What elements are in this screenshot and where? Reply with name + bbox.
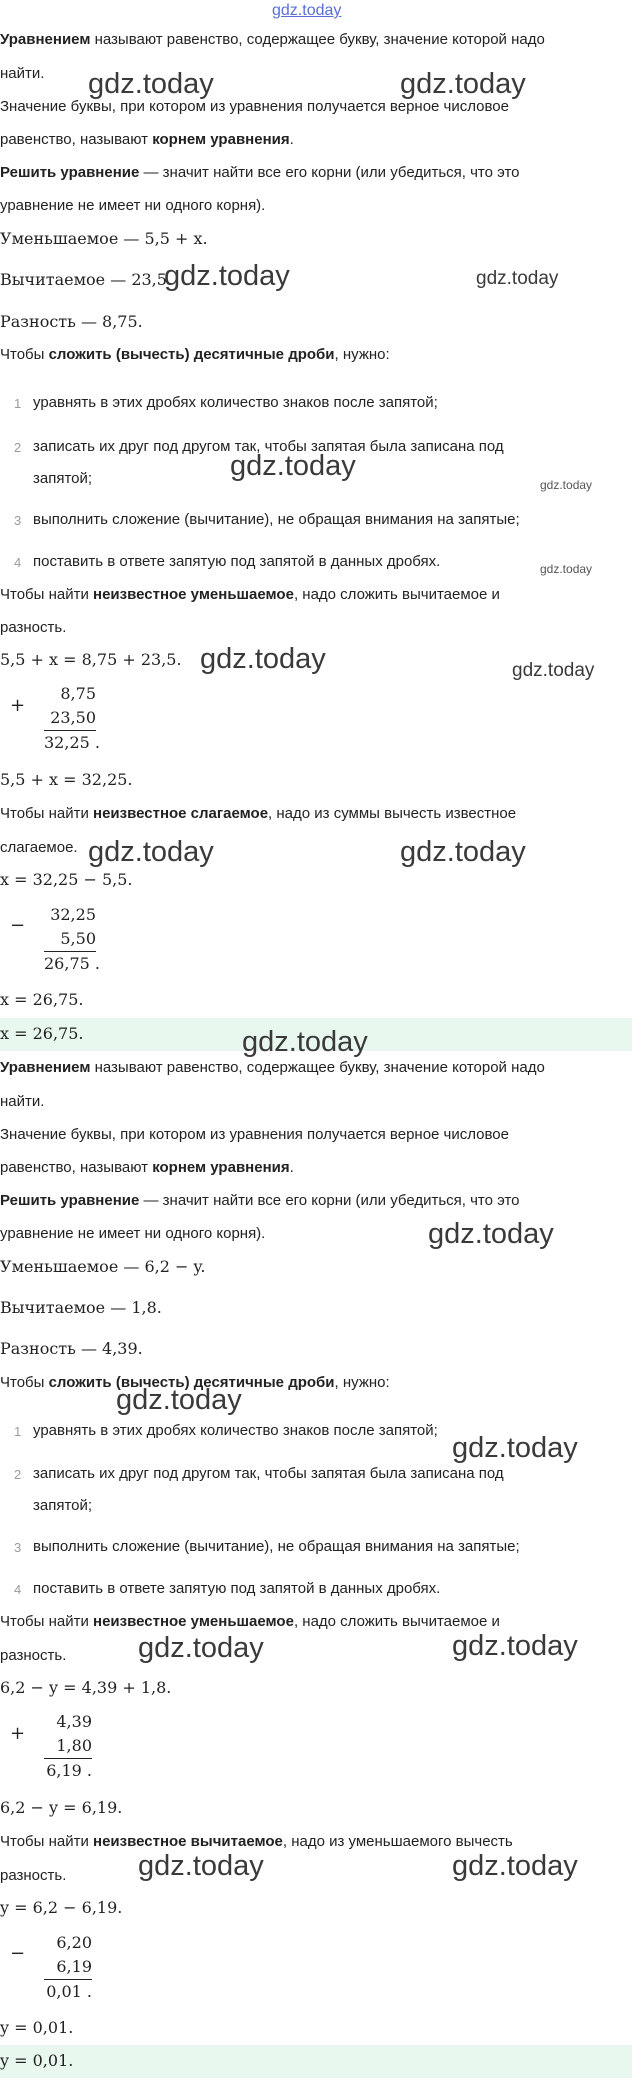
step-text: выполнить сложение (вычитание), не обращая внимания на запятые;	[33, 511, 520, 528]
definition-solve-cont: уравнение не имеет ни одного корня).	[0, 197, 266, 214]
watermark: gdz.today	[200, 643, 326, 675]
equation-step: 5,5 + x = 32,25.	[0, 770, 133, 789]
step-text-cont: запятой;	[33, 470, 93, 487]
column-calculation: 32,25 5,50 26,75 .	[44, 905, 100, 973]
watermark: gdz.today	[88, 68, 214, 100]
definition-equation-cont: найти.	[0, 65, 45, 82]
step-text: записать их друг под другом так, чтобы запятая была записана под	[33, 438, 504, 455]
step-number: 2	[14, 440, 22, 455]
answer-band	[0, 2045, 632, 2078]
definition-root: Значение буквы, при котором из уравнения получается верное числовое	[0, 1126, 509, 1143]
watermark: gdz.today	[138, 1850, 264, 1882]
watermark: gdz.today	[428, 1218, 554, 1250]
step-text: уравнять в этих дробях количество знаков после запятой;	[33, 394, 438, 411]
definition-root: Значение буквы, при котором из уравнения получается верное числовое	[0, 98, 509, 115]
rule-addend-cont: слагаемое.	[0, 839, 78, 856]
step-text: уравнять в этих дробях количество знаков после запятой;	[33, 1422, 438, 1439]
step-number: 4	[14, 1582, 22, 1597]
watermark: gdz.today	[452, 1850, 578, 1882]
column-calculation: 4,39 1,80 6,19 .	[44, 1710, 92, 1783]
subtrahend-line: Вычитаемое — 1,8.	[0, 1298, 162, 1317]
rule-intro: Чтобы сложить (вычесть) десятичные дроби, нужно:	[0, 1374, 390, 1391]
step-number: 2	[14, 1467, 22, 1482]
step-text: поставить в ответе запятую под запятой в данных дробях.	[33, 553, 441, 570]
rule-minuend: Чтобы найти неизвестное уменьшаемое, надо сложить вычитаемое и	[0, 586, 500, 603]
equation-step: 5,5 + x = 8,75 + 23,5.	[0, 650, 182, 669]
step-number: 4	[14, 555, 22, 570]
step-text: выполнить сложение (вычитание), не обращая внимания на запятые;	[33, 1538, 520, 1555]
column-operator: −	[10, 1943, 26, 1964]
watermark: gdz.today	[138, 1632, 264, 1664]
subtrahend-line: Вычитаемое — 23,5.	[0, 270, 173, 289]
rule-addend: Чтобы найти неизвестное слагаемое, надо из суммы вычесть известное	[0, 805, 517, 822]
step-number: 3	[14, 513, 22, 528]
definition-solve-cont: уравнение не имеет ни одного корня).	[0, 1225, 266, 1242]
definition-equation: Уравнением называют равенство, содержащее букву, значение которой надо	[0, 1059, 545, 1076]
step-number: 3	[14, 1540, 22, 1555]
difference-line: Разность — 4,39.	[0, 1339, 143, 1358]
step-text-cont: запятой;	[33, 1497, 93, 1514]
column-calculation: 6,20 6,19 0,01 .	[44, 1931, 92, 2004]
difference-line: Разность — 8,75.	[0, 312, 143, 331]
equation-step: y = 0,01.	[0, 2018, 74, 2037]
step-text: поставить в ответе запятую под запятой в данных дробях.	[33, 1580, 441, 1597]
definition-solve: Решить уравнение — значит найти все его корни (или убедиться, что это	[0, 164, 520, 181]
watermark: gdz.today	[242, 1026, 368, 1058]
watermark: gdz.today	[476, 268, 559, 289]
answer: x = 26,75.	[0, 1024, 84, 1043]
rule-minuend-cont: разность.	[0, 619, 67, 636]
watermark: gdz.today	[400, 836, 526, 868]
rule-subtrahend: Чтобы найти неизвестное вычитаемое, надо из уменьшаемого вычесть	[0, 1833, 513, 1850]
column-operator: +	[10, 695, 26, 716]
watermark: gdz.today	[452, 1630, 578, 1662]
rule-minuend-cont: разность.	[0, 1647, 67, 1664]
step-text: записать их друг под другом так, чтобы запятая была записана под	[33, 1465, 504, 1482]
watermark: gdz.today	[230, 450, 356, 482]
rule-minuend: Чтобы найти неизвестное уменьшаемое, надо сложить вычитаемое и	[0, 1613, 500, 1630]
column-operator: −	[10, 915, 26, 936]
rule-subtrahend-cont: разность.	[0, 1867, 67, 1884]
watermark: gdz.today	[512, 660, 595, 681]
site-header-link[interactable]: gdz.today	[272, 2, 342, 19]
step-number: 1	[14, 1424, 22, 1439]
column-calculation: 8,75 23,50 32,25 .	[44, 684, 100, 752]
equation-step: x = 32,25 − 5,5.	[0, 870, 133, 889]
definition-root-cont: равенство, называют корнем уравнения.	[0, 1159, 294, 1176]
column-operator: +	[10, 1723, 26, 1744]
watermark: gdz.today	[452, 1432, 578, 1464]
watermark: gdz.today	[116, 1384, 242, 1416]
definition-root-cont: равенство, называют корнем уравнения.	[0, 131, 294, 148]
definition-solve: Решить уравнение — значит найти все его корни (или убедиться, что это	[0, 1192, 520, 1209]
watermark: gdz.today	[88, 836, 214, 868]
watermark: gdz.today	[540, 478, 593, 492]
watermark: gdz.today	[540, 562, 593, 576]
equation-step: 6,2 − y = 4,39 + 1,8.	[0, 1678, 172, 1697]
equation-step: x = 26,75.	[0, 990, 84, 1009]
equation-step: 6,2 − y = 6,19.	[0, 1798, 123, 1817]
minuend-line: Уменьшаемое — 5,5 + x.	[0, 229, 208, 248]
definition-equation: Уравнением называют равенство, содержащее букву, значение которой надо	[0, 31, 545, 48]
watermark: gdz.today	[164, 260, 290, 292]
answer: y = 0,01.	[0, 2051, 74, 2070]
equation-step: y = 6,2 − 6,19.	[0, 1898, 123, 1917]
definition-equation-cont: найти.	[0, 1093, 45, 1110]
watermark: gdz.today	[400, 68, 526, 100]
minuend-line: Уменьшаемое — 6,2 − y.	[0, 1257, 206, 1276]
rule-intro: Чтобы сложить (вычесть) десятичные дроби, нужно:	[0, 346, 390, 363]
step-number: 1	[14, 396, 22, 411]
